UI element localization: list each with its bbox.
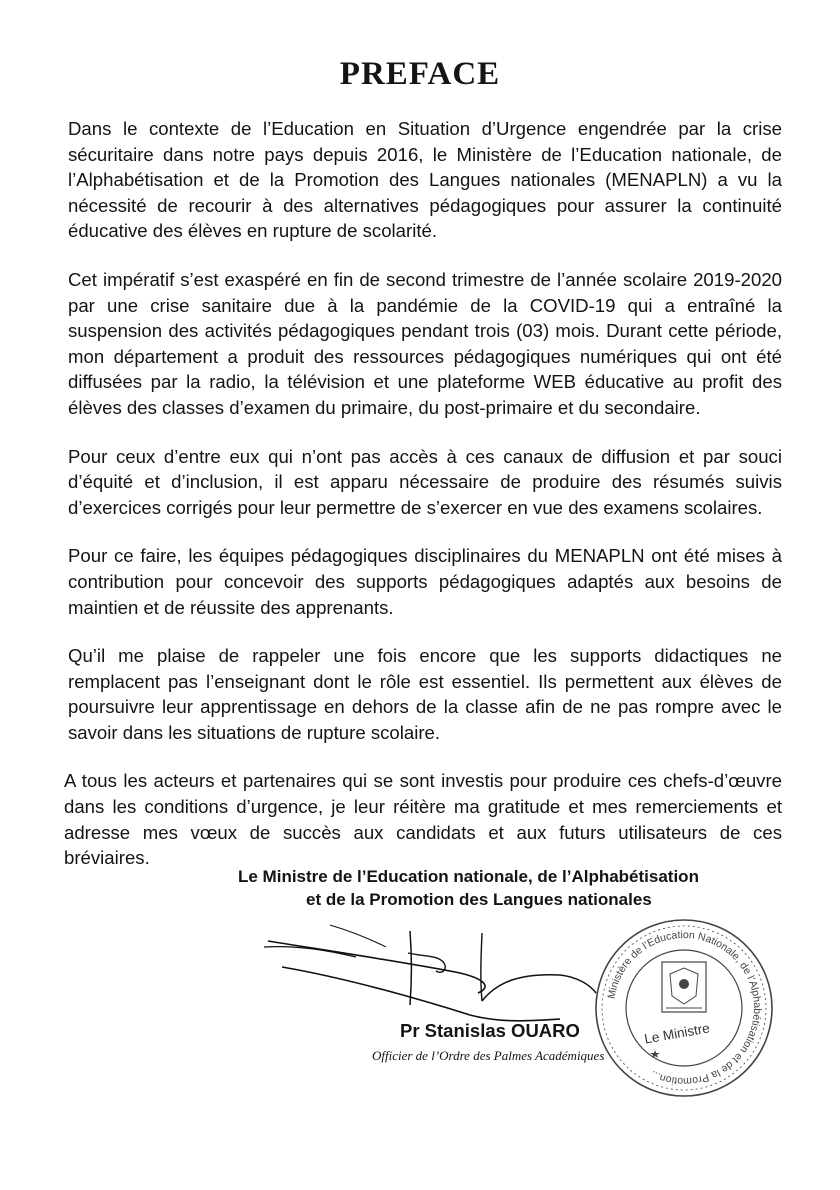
stamp-label: Le Ministre — [643, 1020, 711, 1047]
paragraph-5: Qu’il me plaise de rappeler une fois encore que les supports didactiques ne remplacent pas l’enseignant dont le rôle est essentiel. Ils permettent aux élèves de poursuivre leur apprentissage en dehors de la classe afin de ne pas rompre avec le savoir dans les situations de rupture scolaire. — [68, 645, 782, 743]
paragraph-6: A tous les acteurs et partenaires qui se sont investis pour produire ces chefs-d’œuvre dans les conditions d’urgence, je leur réitère ma gratitude et mes remerciements et adresse mes vœux de succès aux candidats et aux futurs utilisateurs de ces bréviaires. — [64, 770, 782, 869]
official-stamp — [592, 916, 776, 1100]
minister-title-line-1: Le Ministre de l’Education nationale, de l’Alphabétisation — [238, 867, 699, 886]
signature-block — [0, 862, 840, 1092]
paragraph-1: Dans le contexte de l’Education en Situation d’Urgence engendrée par la crise sécuritaire dans notre pays depuis 2016, le Ministère de l’Education nationale, de l’Alphabétisation et de la Promotion des Langues nationales (MENAPLN) a vu la nécessité de recourir à des alternatives pédagogiques pour assurer la continuité éducative des élèves en rupture de scolarité. — [68, 118, 782, 242]
paragraph-2: Cet impératif s’est exaspéré en fin de second trimestre de l’année scolaire 2019-2020 par une crise sanitaire due à la pandémie de la COVID-19 qui a entraîné la suspension des activités pédagogiques pendant trois (03) mois. Durant cette période, mon département a produit des ressources pédagogiques numériques qui ont été diffusées par la radio, la télévision et une plateforme WEB éducative au profit des élèves des classes d’examen du primaire, du post-primaire et du secondaire. — [68, 268, 782, 418]
signer-honor: Officier de l’Ordre des Palmes Académiques — [372, 1048, 605, 1063]
stamp-seal-icon — [592, 916, 776, 1100]
minister-title-line-2: et de la Promotion des Langues nationales — [306, 890, 652, 909]
paragraph-4: Pour ce faire, les équipes pédagogiques disciplinaires du MENAPLN ont été mises à contribution pour concevoir des supports pédagogiques adaptés aux besoins de maintien et de réussite des apprenants. — [68, 545, 782, 618]
signer-name: Pr Stanislas OUARO — [400, 1020, 580, 1041]
page-title: PREFACE — [339, 56, 501, 92]
handwritten-signature — [260, 917, 600, 1027]
paragraph-3: Pour ceux d’entre eux qui n’ont pas accès à ces canaux de diffusion et par souci d’équité et d’inclusion, il est apparu nécessaire de produire des résumés suivis d’exercices corrigés pour leur permettre de s’exercer en vue des examens scolaires. — [68, 445, 782, 518]
stamp-ring-text: Ministère de l’Education Nationale, de l’Alphabétisation et de la Promotion... — [605, 928, 764, 1088]
preface-body — [64, 116, 782, 894]
